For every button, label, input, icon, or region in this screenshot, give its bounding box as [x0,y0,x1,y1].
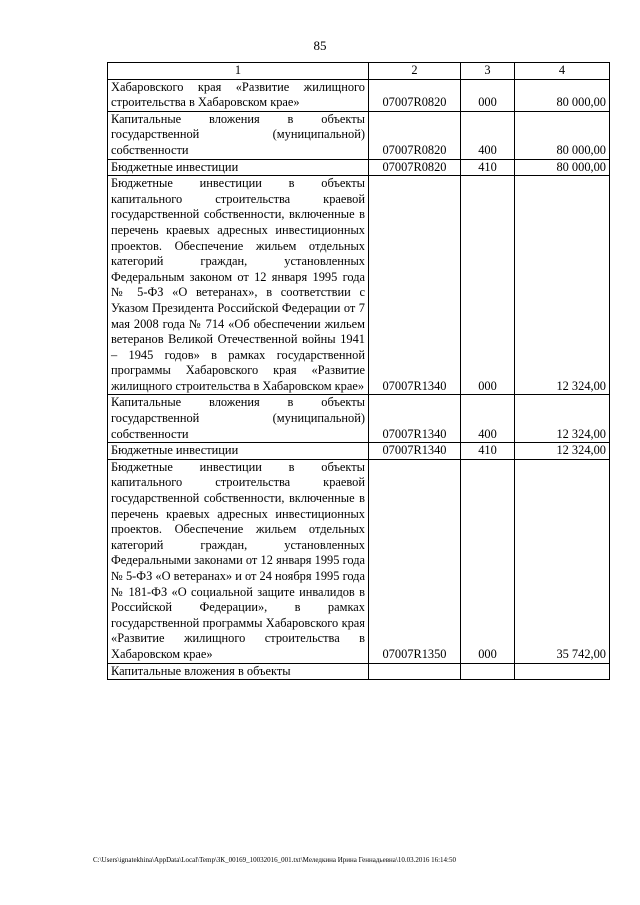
row-code: 07007R0820 [369,111,461,159]
table-row [108,79,610,111]
table-row [108,443,610,460]
row-code: 07007R0820 [369,159,461,176]
row-expense-type: 410 [461,159,515,176]
row-expense-type: 410 [461,443,515,460]
row-sum [515,663,610,680]
row-name: Бюджетные инвестиции [108,443,369,460]
header-col-4: 4 [515,63,610,80]
row-expense-type [461,663,515,680]
row-expense-type: 400 [461,111,515,159]
row-name: Бюджетные инвестиции в объекты капитального строительства краевой государственной собственности, включенные в перечень краевых адресных инвестиционных проектов. Обеспечение жильем отдельных категорий граждан, установленных Федеральными законами от 12 января 1995 года № 5-ФЗ «О ветеранах» и от 24 ноября 1995 года № 181-ФЗ «О социальной защите инвалидов в Российской Федерации», в рамках государственной программы Хабаровского края «Развитие жилищного строительства в Хабаровском крае» [108,459,369,663]
row-sum: 80 000,00 [515,79,610,111]
row-code [369,663,461,680]
row-expense-type: 400 [461,395,515,443]
row-name: Хабаровского края «Развитие жилищного строительства в Хабаровском крае» [108,79,369,111]
row-name: Бюджетные инвестиции в объекты капитального строительства краевой государственной собственности, включенные в перечень краевых адресных инвестиционных проектов. Обеспечение жильем отдельных категорий граждан, установленных Федеральным законом от 12 января 1995 года № 5-ФЗ «О ветеранах», в соответствии с Указом Президента Российской Федерации от 7 мая 2008 года № 714 «Об обеспечении жильем ветеранов Великой Отечественной войны 1941 – 1945 годов» в рамках государственной программы Хабаровского края «Развитие жилищного строительства в Хабаровском крае» [108,176,369,395]
row-expense-type: 000 [461,459,515,663]
header-col-3: 3 [461,63,515,80]
table-row [108,663,610,680]
table-row [108,459,610,663]
row-code: 07007R1340 [369,395,461,443]
header-col-1: 1 [108,63,369,80]
row-code: 07007R1340 [369,176,461,395]
table-row [108,111,610,159]
row-sum: 80 000,00 [515,159,610,176]
table-row [108,176,610,395]
row-code: 07007R0820 [369,79,461,111]
row-expense-type: 000 [461,79,515,111]
row-name: Бюджетные инвестиции [108,159,369,176]
file-path-footer: C:\Users\ignatekhina\AppData\Local\Temp\ЗК_00169_10032016_001.txt\Меледкина Ирина Геннадьевна\10.03.2016 16:14:50 [93,856,456,864]
budget-table [107,62,610,680]
row-expense-type: 000 [461,176,515,395]
row-sum: 12 324,00 [515,395,610,443]
table-row [108,159,610,176]
page-number: 85 [313,38,327,53]
table-row [108,395,610,443]
header-row [108,63,610,80]
header-col-2: 2 [369,63,461,80]
row-code: 07007R1350 [369,459,461,663]
row-sum: 35 742,00 [515,459,610,663]
row-name: Капитальные вложения в объекты государственной (муниципальной) собственности [108,395,369,443]
row-sum: 80 000,00 [515,111,610,159]
row-code: 07007R1340 [369,443,461,460]
row-name: Капитальные вложения в объекты [108,663,369,680]
row-name: Капитальные вложения в объекты государственной (муниципальной) собственности [108,111,369,159]
row-sum: 12 324,00 [515,176,610,395]
row-sum: 12 324,00 [515,443,610,460]
